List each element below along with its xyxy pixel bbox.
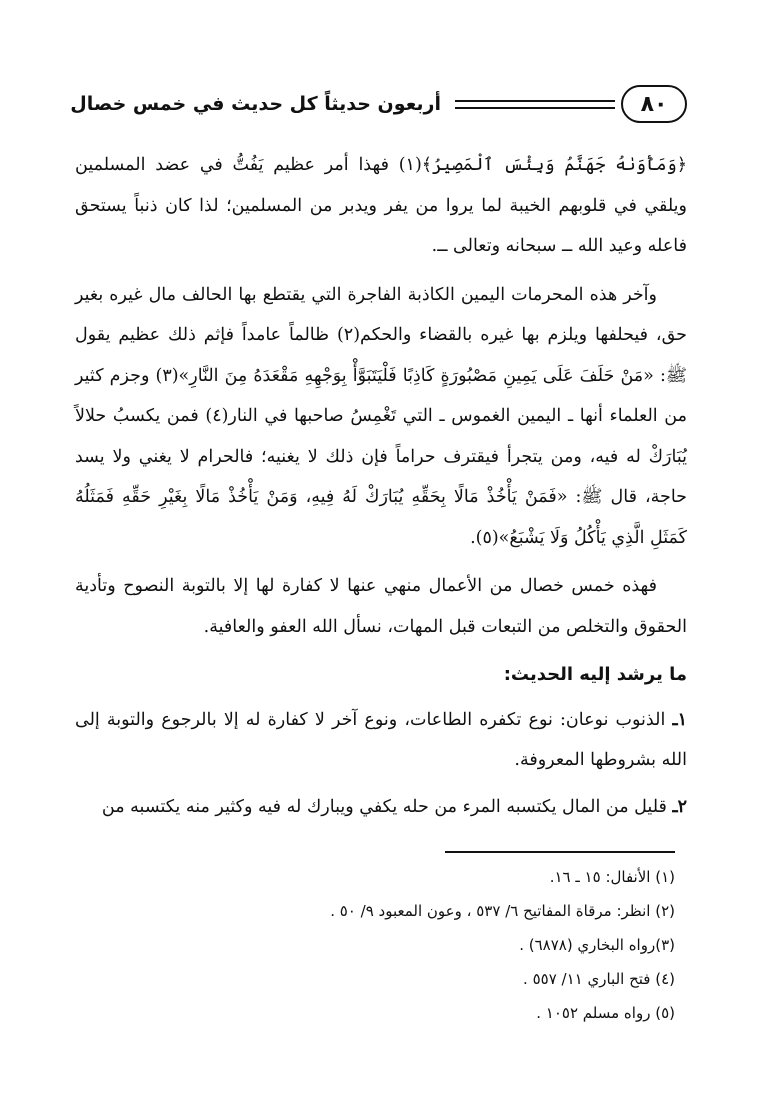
- footnote-divider: [445, 851, 675, 853]
- list-item-number: ١ـ: [672, 709, 687, 730]
- footnote: (٤) فتح الباري ١١/ ٥٥٧ .: [523, 970, 675, 988]
- paragraph-3: فهذه خمس خصال من الأعمال منهي عنها لا كفارة لها إلا بالتوبة النصوح وتأدية الحقوق والتخلص من التبعات قبل المهات، نسأل الله العفو والعافية.: [75, 576, 687, 637]
- footnote: (٢) انظر: مرقاة المفاتيح ٦/ ٥٣٧ ، وعون المعبود ٩/ ٥٠ .: [330, 902, 675, 920]
- header-rule-right: [455, 100, 615, 109]
- footnote: (١) الأنفال: ١٥ ـ ١٦.: [549, 868, 675, 886]
- main-text: [75, 145, 687, 833]
- page-header: [70, 84, 687, 124]
- footnote: (٥) رواه مسلم ١٠٥٢ .: [536, 1004, 675, 1022]
- paragraph-2: وآخر هذه المحرمات اليمين الكاذبة الفاجرة التي يقتطع بها الحالف مال غيره بغير حق، فيحلفها ويلزم بها غيره بالقضاء والحكم(٢) ظالماً عامداً فإثم ذلك عظيم يقول ﷺ: «مَنْ حَلَفَ عَلَى يَمِينِ مَصْبُورَةٍ كَاذِبًا فَلْيَتَبَوَّأْ بِوَجْهِهِ مَقْعَدَهُ مِنَ النَّارِ»(٣) وجزم كثير من العلماء أنها ـ اليمين الغموس ـ التي تَغْمِسُ صاحبها في النار(٤) فمن يكسبُ حلالاً يُبَارَكْ له فيه، ومن يتجرأ فيقترف حراماً فإن ذلك لا يغنيه؛ فالحرام لا يغني ولا يسد حاجة، قال ﷺ: «فَمَنْ يَأْخُذْ مَالًا بِحَقِّهِ يُبَارَكْ لَهُ فِيهِ، وَمَنْ يَأْخُذْ مَالًا بِغَيْرِ حَقِّهِ فَمَثَلُهُ كَمَثَلِ الَّذِي يَأْكُلُ وَلَا يَشْبَعُ»(٥).: [75, 284, 687, 548]
- footnote: (٣)رواه البخاري (٦٨٧٨) .: [519, 936, 675, 954]
- list-item: [75, 787, 687, 828]
- section-heading: ما يرشد إليه الحديث:: [503, 664, 687, 685]
- footnotes: [75, 860, 675, 1030]
- list-item-text: الذنوب نوعان: نوع تكفره الطاعات، ونوع آخر لا كفارة له إلا بالرجوع والتوبة إلى الله بشروطها المعروفة.: [75, 709, 687, 770]
- list-item-number: ٢ـ: [672, 796, 687, 817]
- list-item: [75, 700, 687, 781]
- list-item-text: قليل من المال يكتسبه المرء من حله يكفي ويبارك له فيه وكثير منه يكتسبه من: [101, 796, 667, 817]
- paragraph-1: ﴿وَمَأْوَىٰهُ جَهَنَّمُ وَبِئْسَ ٱلْمَصِيرُ﴾(١) فهذا أمر عظيم يَفُتُّ في عضد المسلمين ويلقي في قلوبهم الخيبة لما يروا من يفر ويدبر من المسلمين؛ لذا كان ذنباً يستحق فاعله وعيد الله ــ سبحانه وتعالى ــ.: [75, 155, 687, 256]
- running-title: أربعون حديثاً كل حديث في خمس خصال: [70, 93, 441, 115]
- page-number: ٨٠: [621, 85, 687, 123]
